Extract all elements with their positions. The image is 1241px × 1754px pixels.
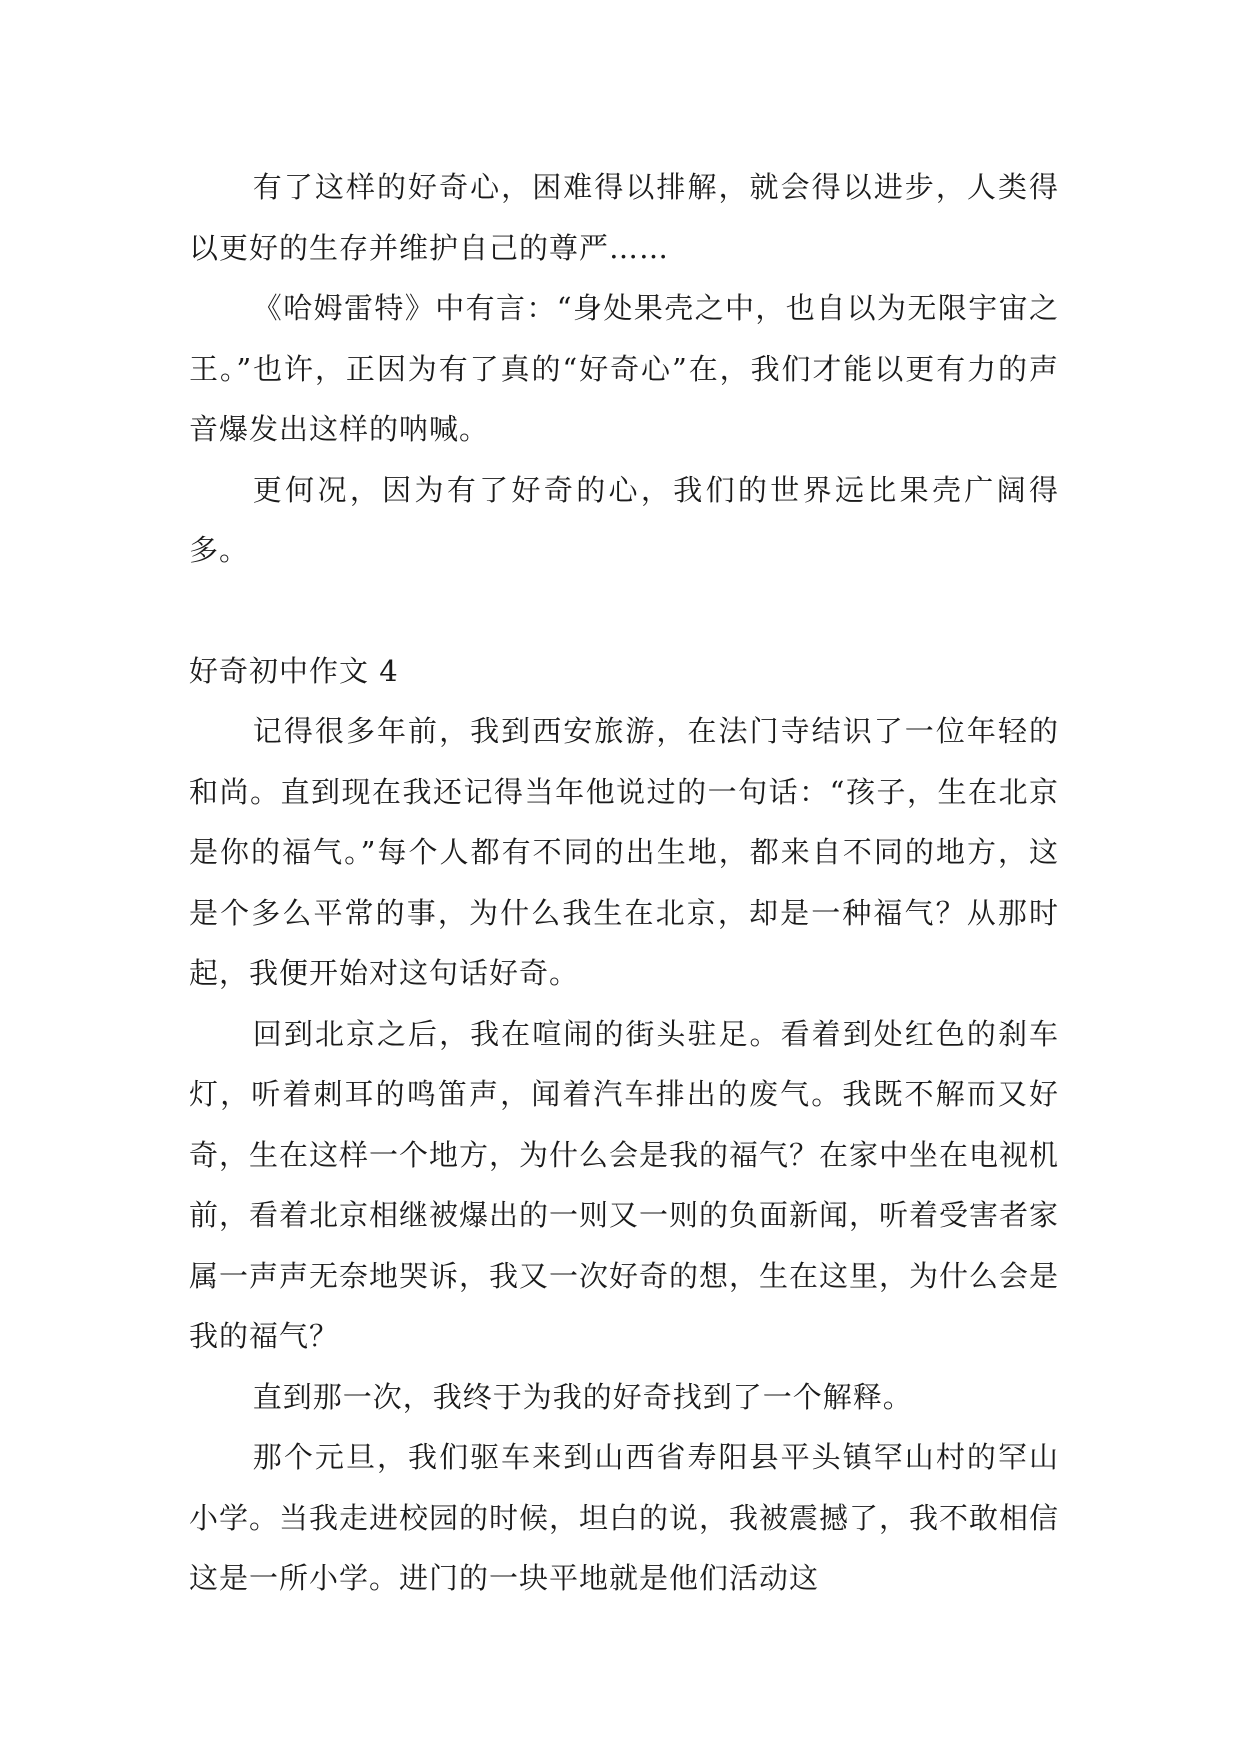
paragraph: 更何况，因为有了好奇的心，我们的世界远比果壳广阔得多。 <box>189 472 1059 567</box>
paragraph: 有了这样的好奇心，困难得以排解，就会得以进步，人类得以更好的生存并维护自己的尊严…… <box>189 170 1059 265</box>
section-title: 好奇初中作文 4 <box>189 653 399 688</box>
paragraph: 直到那一次，我终于为我的好奇找到了一个解释。 <box>252 1379 913 1414</box>
paragraph: 记得很多年前，我到西安旅游，在法门寺结识了一位年轻的和尚。直到现在我还记得当年他说过的一句话：“孩子，生在北京是你的福气。”每个人都有不同的出生地，都来自不同的地方，这是个多么平常的事，为什么我生在北京，却是一种福气？从那时起，我便开始对这句话好奇。 <box>189 714 1059 990</box>
document-body <box>189 157 1059 1609</box>
section-gap <box>189 581 1059 641</box>
paragraph: 《哈姆雷特》中有言：“身处果壳之中，也自以为无限宇宙之王。”也许，正因为有了真的“好奇心”在，我们才能以更有力的声音爆发出这样的呐喊。 <box>189 291 1059 446</box>
paragraph: 那个元旦，我们驱车来到山西省寿阳县平头镇罕山村的罕山小学。当我走进校园的时候，坦白的说，我被震撼了，我不敢相信这是一所小学。进门的一块平地就是他们活动这 <box>189 1440 1060 1595</box>
paragraph: 回到北京之后，我在喧闹的街头驻足。看着到处红色的刹车灯，听着刺耳的鸣笛声，闻着汽车排出的废气。我既不解而又好奇，生在这样一个地方，为什么会是我的福气？在家中坐在电视机前，看着北京相继被爆出的一则又一则的负面新闻，听着受害者家属一声声无奈地哭诉，我又一次好奇的想，生在这里，为什么会是我的福气？ <box>189 1016 1060 1353</box>
